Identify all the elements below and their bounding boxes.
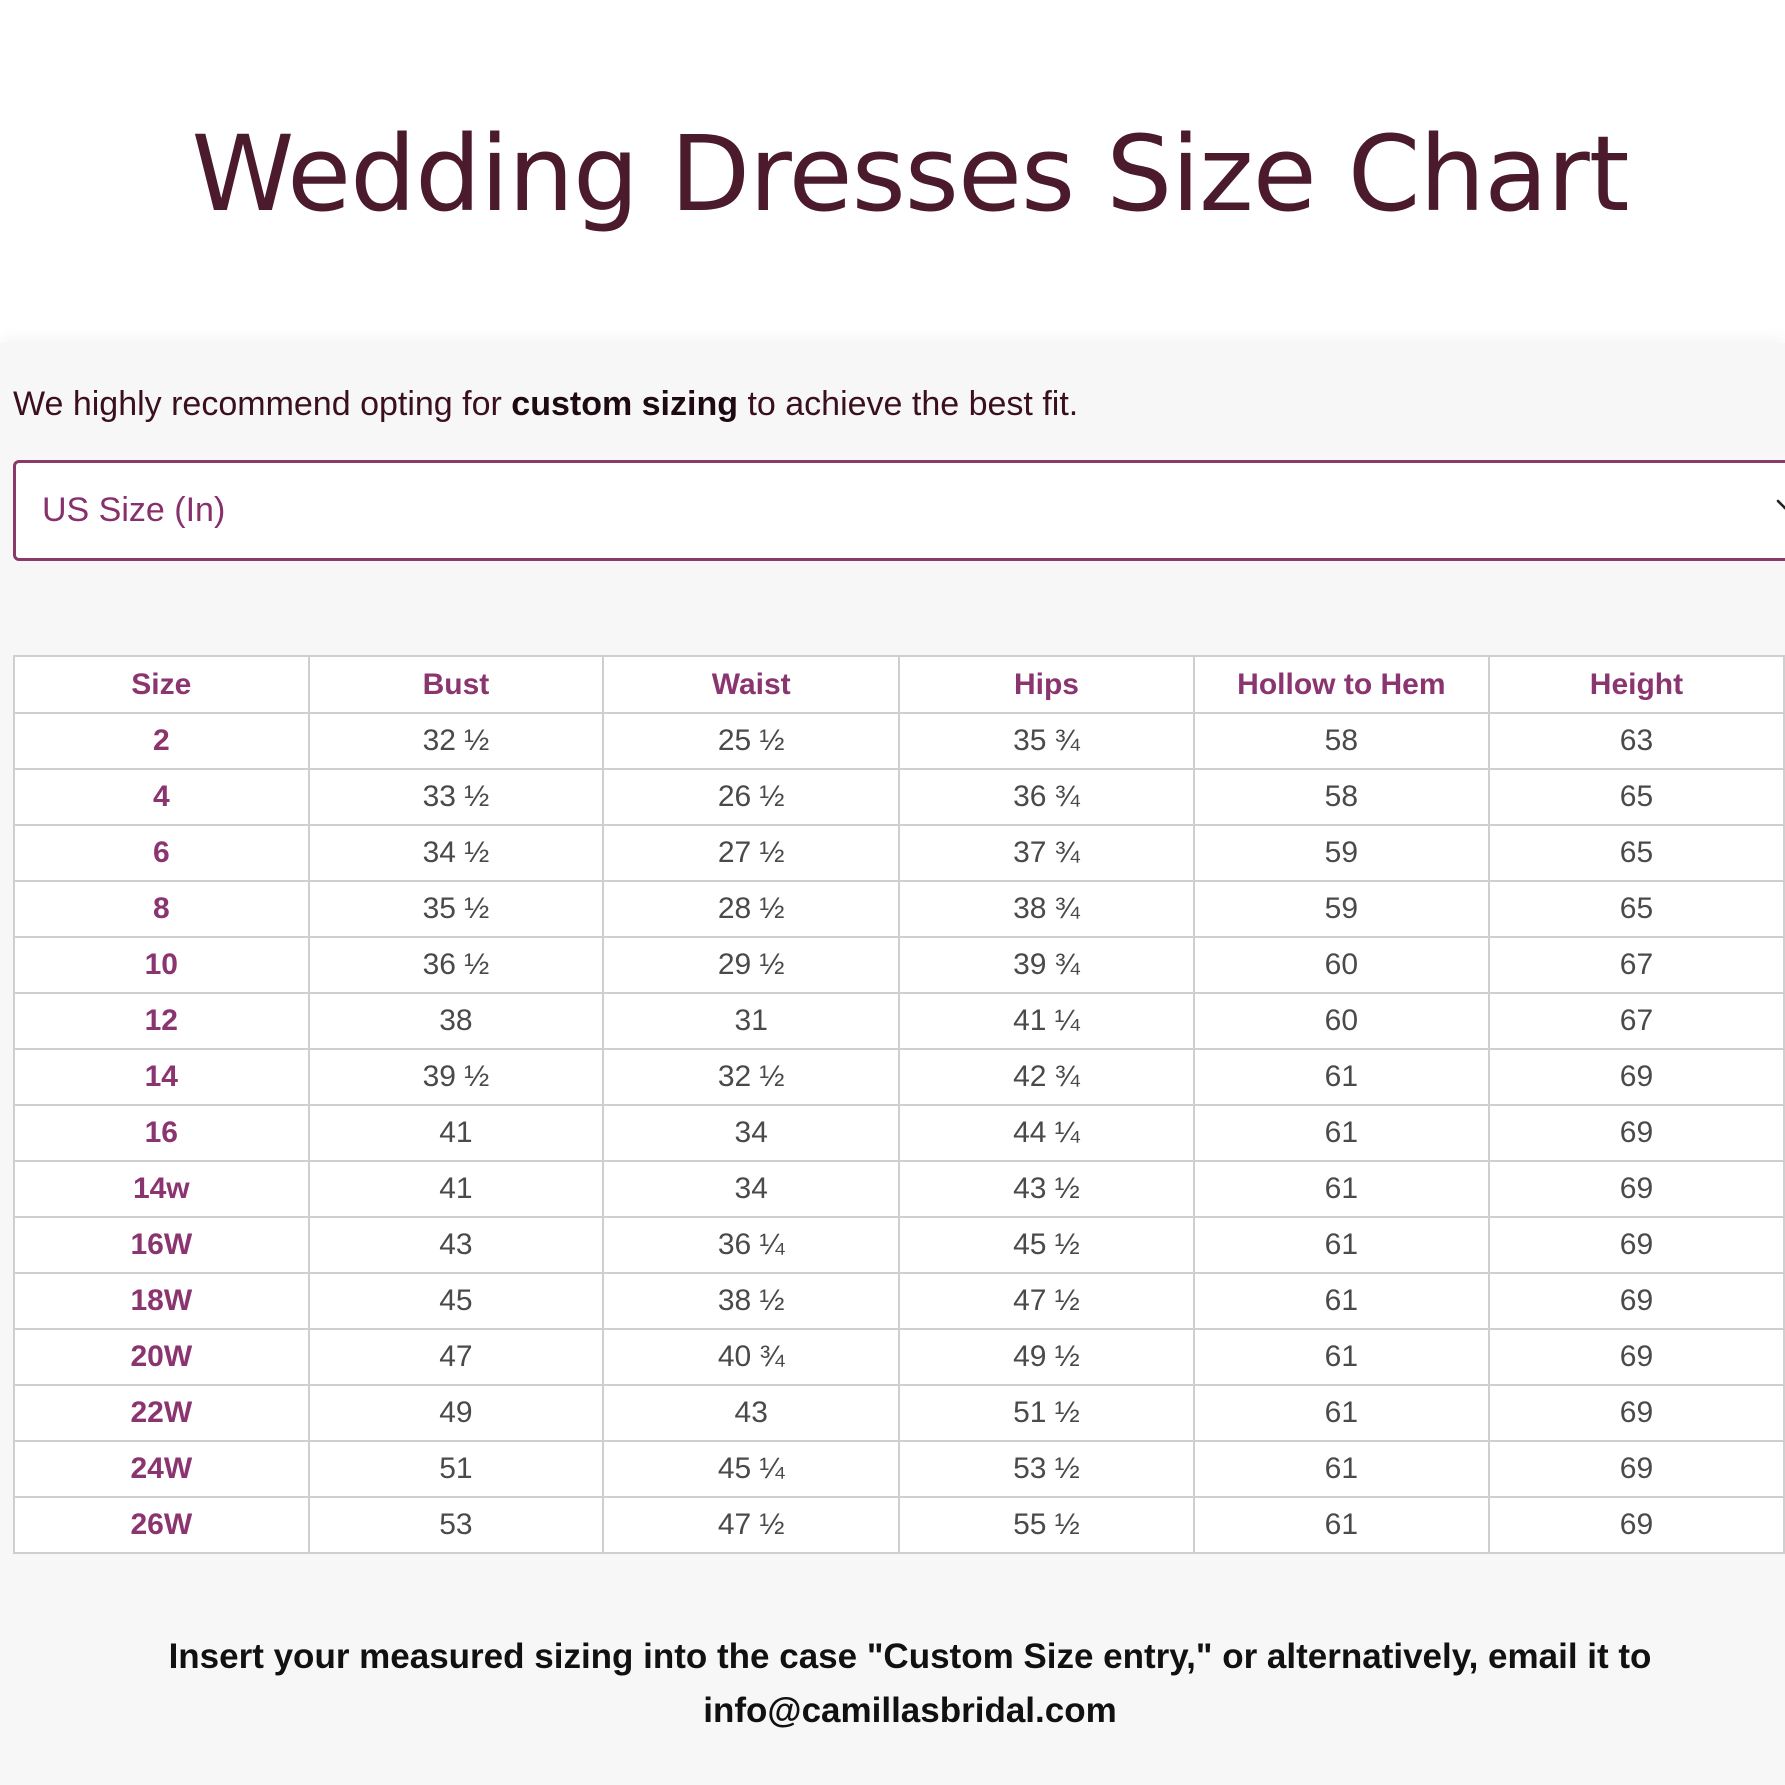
hollow-to-hem-cell: 61: [1194, 1049, 1489, 1105]
size-cell: 16W: [14, 1217, 309, 1273]
intro-suffix: to achieve the best fit.: [747, 385, 1079, 423]
waist-cell: 43: [603, 1385, 899, 1441]
height-cell: 69: [1489, 1217, 1784, 1273]
table-row: [14, 993, 1784, 1049]
table-row: [14, 1049, 1784, 1105]
size-unit-select[interactable]: [13, 460, 1785, 561]
bust-cell: 47: [309, 1329, 604, 1385]
table-row: [14, 1161, 1784, 1217]
hollow-to-hem-cell: 58: [1194, 713, 1489, 769]
table-row: [14, 769, 1784, 825]
hollow-to-hem-cell: 61: [1194, 1329, 1489, 1385]
height-cell: 69: [1489, 1273, 1784, 1329]
size-cell: 20W: [14, 1329, 309, 1385]
size-cell: 6: [14, 825, 309, 881]
hips-cell: 53 ½: [899, 1441, 1194, 1497]
height-cell: 69: [1489, 1049, 1784, 1105]
waist-cell: 28 ½: [603, 881, 899, 937]
height-cell: 63: [1489, 713, 1784, 769]
hollow-to-hem-cell: 59: [1194, 881, 1489, 937]
table-row: [14, 1441, 1784, 1497]
size-cell: 26W: [14, 1497, 309, 1553]
hollow-to-hem-cell: 61: [1194, 1385, 1489, 1441]
bust-cell: 39 ½: [309, 1049, 604, 1105]
size-cell: 16: [14, 1105, 309, 1161]
table-row: [14, 825, 1784, 881]
waist-cell: 29 ½: [603, 937, 899, 993]
size-cell: 14: [14, 1049, 309, 1105]
hips-cell: 38 ¾: [899, 881, 1194, 937]
hollow-to-hem-cell: 61: [1194, 1161, 1489, 1217]
hollow-to-hem-cell: 61: [1194, 1441, 1489, 1497]
height-cell: 65: [1489, 825, 1784, 881]
bust-cell: 36 ½: [309, 937, 604, 993]
size-cell: 10: [14, 937, 309, 993]
height-cell: 69: [1489, 1441, 1784, 1497]
hollow-to-hem-cell: 58: [1194, 769, 1489, 825]
table-row: [14, 881, 1784, 937]
hollow-to-hem-cell: 61: [1194, 1497, 1489, 1553]
chevron-down-icon: [1774, 493, 1785, 517]
table-row: [14, 713, 1784, 769]
bust-cell: 35 ½: [309, 881, 604, 937]
waist-cell: 34: [603, 1161, 899, 1217]
table-row: [14, 1329, 1784, 1385]
hips-cell: 36 ¾: [899, 769, 1194, 825]
table-row: [14, 1497, 1784, 1553]
table-header-row: [14, 656, 1784, 713]
hollow-to-hem-cell: 61: [1194, 1105, 1489, 1161]
hips-cell: 49 ½: [899, 1329, 1194, 1385]
bust-cell: 32 ½: [309, 713, 604, 769]
size-chart-table: [13, 655, 1785, 1554]
column-header-hollow-to-hem: Hollow to Hem: [1194, 656, 1489, 713]
waist-cell: 34: [603, 1105, 899, 1161]
custom-size-instructions: [0, 1630, 1785, 1738]
table-row: [14, 937, 1784, 993]
hips-cell: 39 ¾: [899, 937, 1194, 993]
height-cell: 69: [1489, 1329, 1784, 1385]
bust-cell: 53: [309, 1497, 604, 1553]
hollow-to-hem-cell: 61: [1194, 1217, 1489, 1273]
height-cell: 69: [1489, 1105, 1784, 1161]
bust-cell: 49: [309, 1385, 604, 1441]
waist-cell: 38 ½: [603, 1273, 899, 1329]
bust-cell: 51: [309, 1441, 604, 1497]
waist-cell: 45 ¼: [603, 1441, 899, 1497]
column-header-height: Height: [1489, 656, 1784, 713]
hips-cell: 45 ½: [899, 1217, 1194, 1273]
height-cell: 69: [1489, 1497, 1784, 1553]
waist-cell: 26 ½: [603, 769, 899, 825]
hips-cell: 44 ¼: [899, 1105, 1194, 1161]
waist-cell: 40 ¾: [603, 1329, 899, 1385]
column-header-hips: Hips: [899, 656, 1194, 713]
table-row: [14, 1385, 1784, 1441]
hollow-to-hem-cell: 60: [1194, 993, 1489, 1049]
table-row: [14, 1105, 1784, 1161]
bust-cell: 34 ½: [309, 825, 604, 881]
size-cell: 12: [14, 993, 309, 1049]
height-cell: 67: [1489, 993, 1784, 1049]
column-header-size: Size: [14, 656, 309, 713]
hollow-to-hem-cell: 60: [1194, 937, 1489, 993]
hips-cell: 43 ½: [899, 1161, 1194, 1217]
waist-cell: 25 ½: [603, 713, 899, 769]
hips-cell: 51 ½: [899, 1385, 1194, 1441]
size-cell: 4: [14, 769, 309, 825]
hips-cell: 37 ¾: [899, 825, 1194, 881]
page-title: Wedding Dresses Size Chart: [191, 113, 1629, 235]
size-cell: 18W: [14, 1273, 309, 1329]
size-cell: 8: [14, 881, 309, 937]
bust-cell: 43: [309, 1217, 604, 1273]
intro-emphasis: custom sizing: [511, 385, 738, 423]
instructions-text: Insert your measured sizing into the case "Custom Size entry," or alternatively, email it to: [168, 1637, 1652, 1676]
hollow-to-hem-cell: 61: [1194, 1273, 1489, 1329]
bust-cell: 41: [309, 1105, 604, 1161]
size-cell: 24W: [14, 1441, 309, 1497]
height-cell: 69: [1489, 1385, 1784, 1441]
hips-cell: 35 ¾: [899, 713, 1194, 769]
waist-cell: 31: [603, 993, 899, 1049]
size-cell: 2: [14, 713, 309, 769]
hips-cell: 42 ¾: [899, 1049, 1194, 1105]
contact-email: info@camillasbridal.com: [703, 1691, 1117, 1730]
waist-cell: 27 ½: [603, 825, 899, 881]
table-row: [14, 1217, 1784, 1273]
height-cell: 65: [1489, 881, 1784, 937]
hips-cell: 41 ¼: [899, 993, 1194, 1049]
bust-cell: 41: [309, 1161, 604, 1217]
size-unit-selected-value: US Size (In): [42, 491, 226, 529]
table-row: [14, 1273, 1784, 1329]
height-cell: 65: [1489, 769, 1784, 825]
intro-prefix: We highly recommend opting for: [13, 385, 502, 423]
bust-cell: 33 ½: [309, 769, 604, 825]
hollow-to-hem-cell: 59: [1194, 825, 1489, 881]
column-header-waist: Waist: [603, 656, 899, 713]
waist-cell: 32 ½: [603, 1049, 899, 1105]
bust-cell: 45: [309, 1273, 604, 1329]
size-cell: 22W: [14, 1385, 309, 1441]
size-chart-panel: [0, 343, 1785, 1785]
bust-cell: 38: [309, 993, 604, 1049]
size-cell: 14w: [14, 1161, 309, 1217]
waist-cell: 47 ½: [603, 1497, 899, 1553]
waist-cell: 36 ¼: [603, 1217, 899, 1273]
custom-sizing-recommendation: [13, 385, 1078, 424]
hips-cell: 55 ½: [899, 1497, 1194, 1553]
height-cell: 67: [1489, 937, 1784, 993]
table-body: [14, 713, 1784, 1553]
hips-cell: 47 ½: [899, 1273, 1194, 1329]
height-cell: 69: [1489, 1161, 1784, 1217]
column-header-bust: Bust: [309, 656, 604, 713]
